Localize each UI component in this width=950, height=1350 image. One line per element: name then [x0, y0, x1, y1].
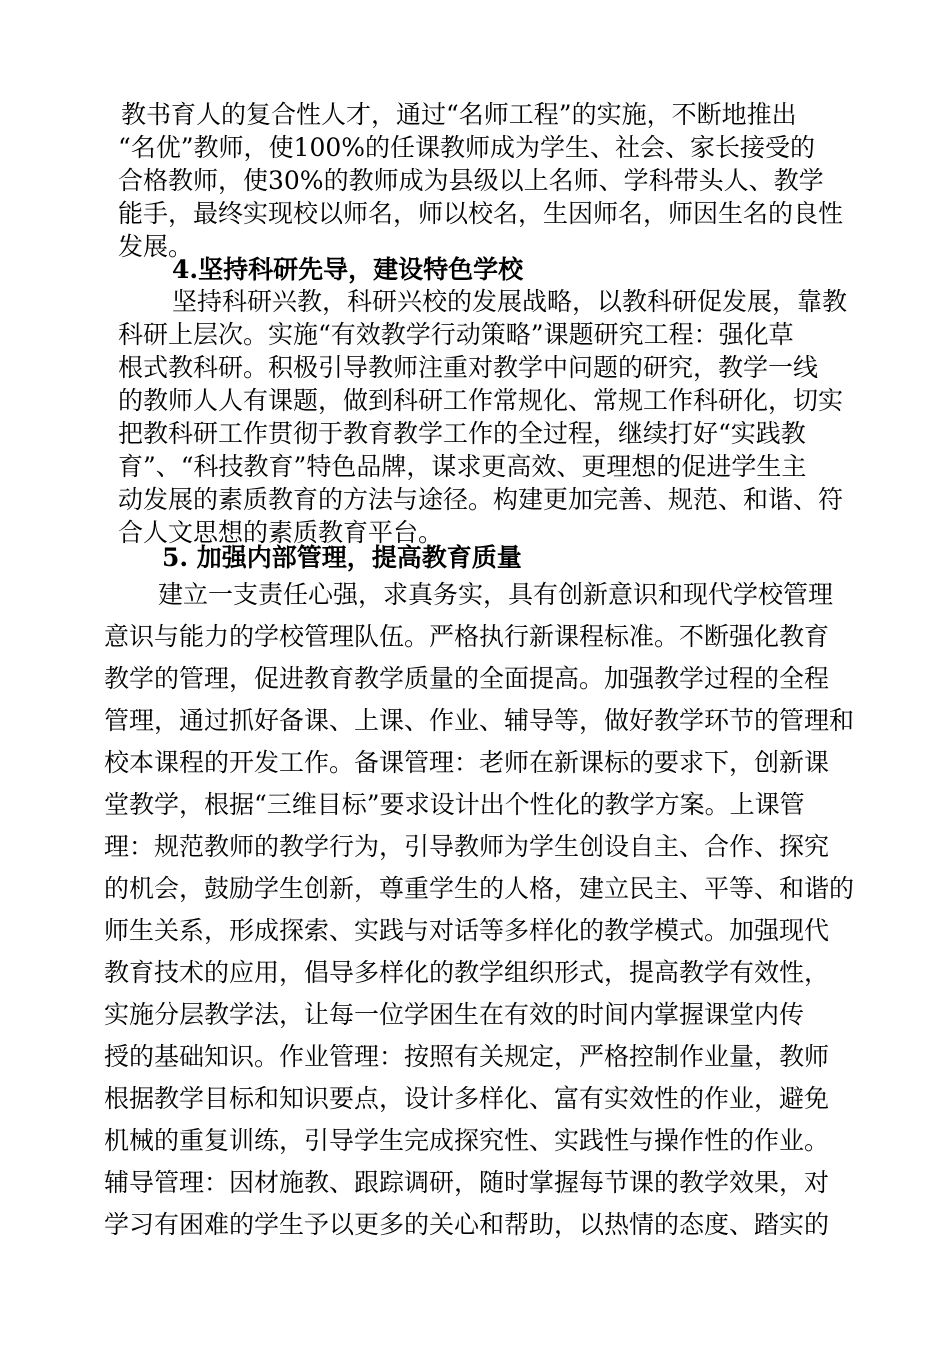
body-line: 坚持科研兴教，科研兴校的发展战略，以教科研促发展，靠教 [172, 287, 848, 316]
body-line: 机械的重复训练，引导学生完成探究性、实践性与操作性的作业。 [104, 1126, 830, 1155]
body-line: 教书育人的复合性人才，通过“名师工程”的实施，不断地推出 [121, 100, 797, 129]
body-line: 授的基础知识。作业管理：按照有关规定，严格控制作业量，教师 [104, 1042, 830, 1071]
body-line: 的机会，鼓励学生创新，尊重学生的人格，建立民主、平等、和谐的 [104, 874, 855, 903]
body-line: 合人文思想的素质教育平台。 [118, 518, 444, 547]
section-heading: 5. 加强内部管理，提高教育质量 [162, 543, 522, 572]
body-line: “名优”教师，使100%的任课教师成为学生、社会、家长接受的 [118, 133, 816, 162]
body-line: 实施分层教学法，让每一位学困生在有效的时间内掌握课堂内传 [104, 1000, 805, 1029]
body-line: 师生关系，形成探索、实践与对话等多样化的教学模式。加强现代 [104, 916, 830, 945]
body-line: 辅导管理：因材施教、跟踪调研，随时掌握每节课的教学效果，对 [104, 1168, 830, 1197]
body-line: 建立一支责任心强，求真务实，具有创新意识和现代学校管理 [158, 580, 834, 609]
body-line: 校本课程的开发工作。备课管理：老师在新课标的要求下，创新课 [104, 748, 830, 777]
body-line: 堂教学，根据“三维目标”要求设计出个性化的教学方案。上课管 [104, 790, 805, 819]
body-line: 科研上层次。实施“有效教学行动策略”课题研究工程：强化草 [118, 320, 794, 349]
body-line: 意识与能力的学校管理队伍。严格执行新课程标准。不断强化教育 [104, 622, 830, 651]
body-line: 管理，通过抓好备课、上课、作业、辅导等，做好教学环节的管理和 [104, 706, 855, 735]
body-line: 发展。 [118, 232, 194, 261]
body-line: 育”、“科技教育”特色品牌，谋求更高效、更理想的促进学生主 [118, 452, 807, 481]
body-line: 的教师人人有课题，做到科研工作常规化、常规工作科研化，切实 [118, 386, 844, 415]
body-line: 能手，最终实现校以师名，师以校名，生因师名，师因生名的良性 [118, 199, 844, 228]
body-line: 动发展的素质教育的方法与途径。构建更加完善、规范、和谐、符 [118, 485, 844, 514]
body-line: 教学的管理，促进教育教学质量的全面提高。加强教学过程的全程 [104, 664, 830, 693]
body-line: 把教科研工作贯彻于教育教学工作的全过程，继续打好“实践教 [118, 419, 806, 448]
section-heading: 4.坚持科研先导，建设特色学校 [172, 255, 524, 284]
body-line: 理：规范教师的教学行为，引导教师为学生创设自主、合作、探究 [104, 832, 830, 861]
body-line: 根据教学目标和知识要点，设计多样化、富有实效性的作业，避免 [104, 1084, 830, 1113]
body-line: 教育技术的应用，倡导多样化的教学组织形式，提高教学有效性， [104, 958, 830, 987]
body-line: 根式教科研。积极引导教师注重对教学中问题的研究，教学一线 [118, 353, 819, 382]
body-line: 合格教师，使30%的教师成为县级以上名师、学科带头人、教学 [118, 166, 824, 195]
body-line: 学习有困难的学生予以更多的关心和帮助，以热情的态度、踏实的 [104, 1210, 830, 1239]
